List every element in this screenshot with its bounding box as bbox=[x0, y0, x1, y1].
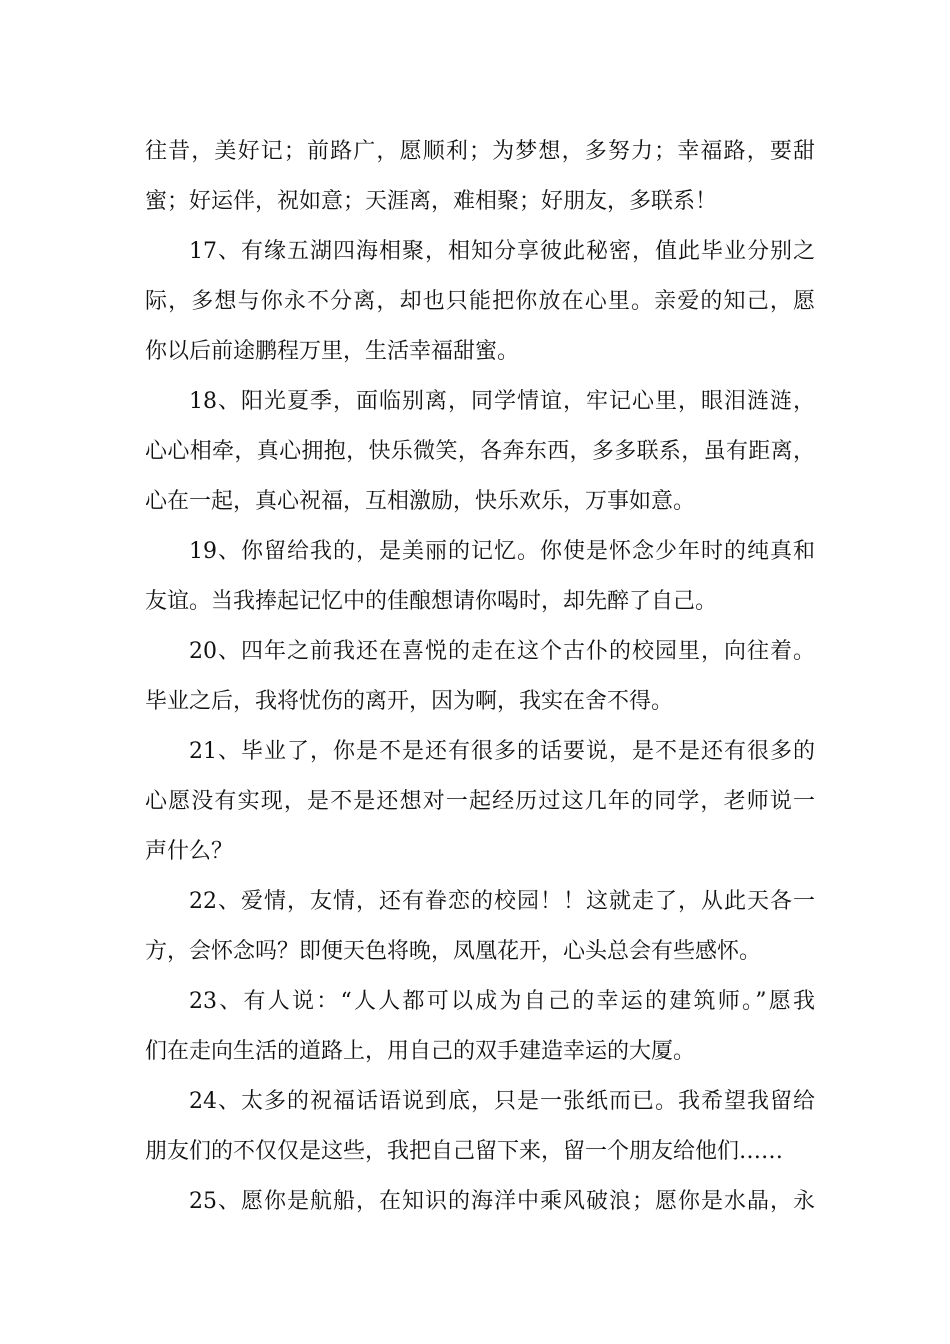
text-line: 心在一起，真心祝福，互相激励，快乐欢乐，万事如意。 bbox=[145, 489, 696, 514]
paragraph-17-line: 17、有缘五湖四海相聚，相知分享彼此秘密，值此毕业分别之 bbox=[189, 239, 815, 264]
text-line: 蜜；好运伴，祝如意；天涯离，难相聚；好朋友，多联系！ bbox=[145, 189, 718, 214]
paragraph-20-line: 20、四年之前我还在喜悦的走在这个古仆的校园里，向往着。 bbox=[189, 639, 815, 664]
text-line: 你以后前途鹏程万里，生活幸福甜蜜。 bbox=[145, 339, 520, 364]
text-line: 友谊。当我捧起记忆中的佳酿想请你喝时，却先醉了自己。 bbox=[145, 589, 718, 614]
text-line: 际，多想与你永不分离，却也只能把你放在心里。亲爱的知己，愿 bbox=[145, 289, 815, 314]
document-body bbox=[145, 127, 815, 1227]
text-line: 方，会怀念吗？即便天色将晚，凤凰花开，心头总会有些感怀。 bbox=[145, 939, 762, 964]
text-line: 们在走向生活的道路上，用自己的双手建造幸运的大厦。 bbox=[145, 1039, 696, 1064]
paragraph-24-line: 24、太多的祝福话语说到底，只是一张纸而已。我希望我留给 bbox=[189, 1089, 815, 1114]
paragraph-22-line: 22、爱情，友情，还有眷恋的校园！！这就走了，从此天各一 bbox=[189, 889, 815, 914]
text-line: 往昔，美好记；前路广，愿顺利；为梦想，多努力；幸福路，要甜 bbox=[145, 139, 815, 164]
paragraph-23-line: 23、有人说：“人人都可以成为自己的幸运的建筑师。”愿我 bbox=[189, 989, 815, 1014]
paragraph-18-line: 18、阳光夏季，面临别离，同学情谊，牢记心里，眼泪涟涟， bbox=[189, 389, 815, 414]
text-line: 声什么？ bbox=[145, 839, 234, 864]
text-line: 朋友们的不仅仅是这些，我把自己留下来，留一个朋友给他们…… bbox=[145, 1139, 784, 1164]
text-line: 心心相牵，真心拥抱，快乐微笑，各奔东西，多多联系，虽有距离， bbox=[145, 439, 815, 464]
paragraph-19-line: 19、你留给我的，是美丽的记忆。你使是怀念少年时的纯真和 bbox=[189, 539, 815, 564]
paragraph-25-line: 25、愿你是航船，在知识的海洋中乘风破浪；愿你是水晶，永 bbox=[189, 1189, 815, 1214]
text-line: 毕业之后，我将忧伤的离开，因为啊，我实在舍不得。 bbox=[145, 689, 674, 714]
paragraph-21-line: 21、毕业了，你是不是还有很多的话要说，是不是还有很多的 bbox=[189, 739, 815, 764]
text-line: 心愿没有实现，是不是还想对一起经历过这几年的同学，老师说一 bbox=[145, 789, 815, 814]
